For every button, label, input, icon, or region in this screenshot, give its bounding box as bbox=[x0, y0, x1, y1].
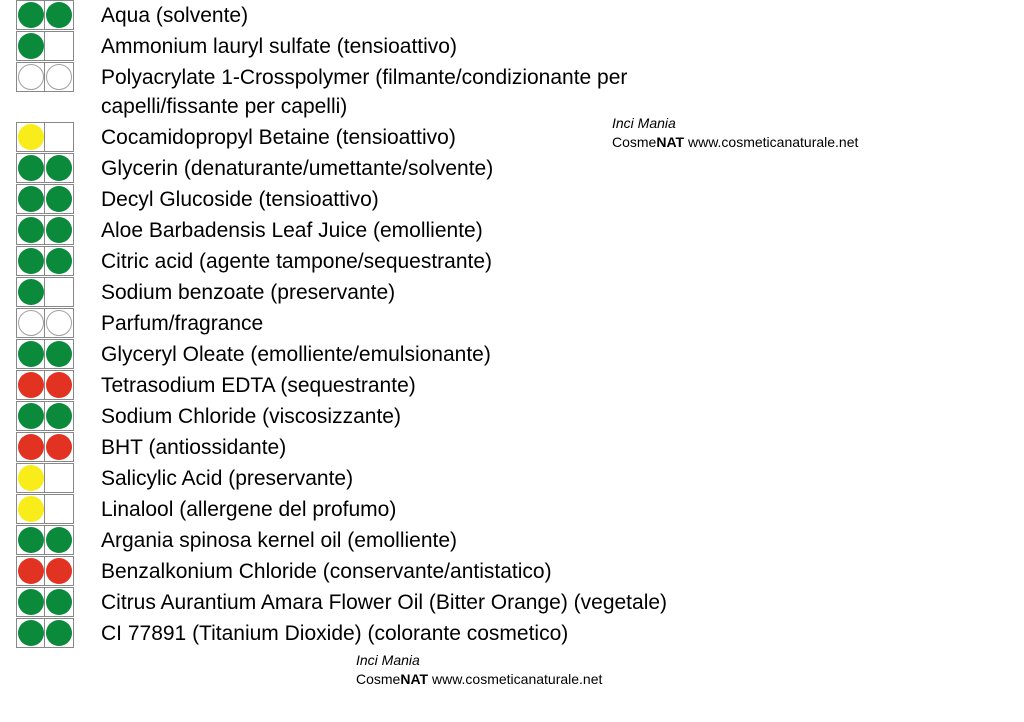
unrated-circle-icon bbox=[18, 64, 44, 90]
yellow-circle-icon bbox=[18, 465, 44, 491]
ingredient-label: Decyl Glucoside (tensioattivo) bbox=[101, 188, 379, 211]
rating-cell bbox=[45, 216, 73, 244]
ingredient-label: Salicylic Acid (preservante) bbox=[101, 467, 354, 490]
yellow-circle-icon bbox=[18, 124, 44, 150]
ingredient-label: Tetrasodium EDTA (sequestrante) bbox=[101, 374, 416, 397]
rating-cell bbox=[17, 588, 45, 616]
green-circle-icon bbox=[46, 155, 72, 181]
ingredient-label: Sodium benzoate (preservante) bbox=[101, 281, 396, 304]
rating-cell bbox=[17, 526, 45, 554]
rating-row bbox=[16, 246, 74, 276]
ingredient-label: Linalool (allergene del profumo) bbox=[101, 498, 397, 521]
rating-row bbox=[16, 494, 74, 524]
rating-cell bbox=[17, 154, 45, 182]
rating-row bbox=[16, 62, 74, 92]
ingredient-label: Aqua (solvente) bbox=[101, 4, 249, 27]
green-circle-icon bbox=[46, 589, 72, 615]
red-circle-icon bbox=[18, 434, 44, 460]
green-circle-icon bbox=[46, 620, 72, 646]
brand-bold: NAT bbox=[656, 134, 685, 150]
ingredient-label: Glyceryl Oleate (emolliente/emulsionante) bbox=[101, 343, 491, 366]
rating-cell bbox=[45, 340, 73, 368]
ingredient-label-continued: capelli/fissante per capelli) bbox=[101, 95, 348, 118]
rating-cell bbox=[17, 340, 45, 368]
green-circle-icon bbox=[46, 217, 72, 243]
green-circle-icon bbox=[18, 620, 44, 646]
rating-cell bbox=[45, 371, 73, 399]
ingredient-label: Ammonium lauryl sulfate (tensioattivo) bbox=[101, 35, 457, 58]
green-circle-icon bbox=[46, 2, 72, 28]
unrated-circle-icon bbox=[46, 64, 72, 90]
ingredient-label: Glycerin (denaturante/umettante/solvente) bbox=[101, 157, 494, 180]
brand-bold: NAT bbox=[400, 671, 429, 687]
rating-cell bbox=[17, 32, 45, 60]
rating-row bbox=[16, 618, 74, 648]
rating-cell bbox=[17, 402, 45, 430]
green-circle-icon bbox=[18, 2, 44, 28]
rating-row bbox=[16, 587, 74, 617]
rating-row bbox=[16, 525, 74, 555]
unrated-circle-icon bbox=[18, 310, 44, 336]
watermark-url: www.cosmeticanaturale.net bbox=[428, 671, 603, 687]
rating-cell bbox=[45, 278, 73, 306]
rating-row bbox=[16, 370, 74, 400]
rating-row bbox=[16, 463, 74, 493]
brand-prefix: Cosme bbox=[356, 671, 401, 687]
rating-cell bbox=[45, 433, 73, 461]
ingredient-label: Aloe Barbadensis Leaf Juice (emolliente) bbox=[101, 219, 483, 242]
ingredient-label: CI 77891 (Titanium Dioxide) (colorante cosmetico) bbox=[101, 622, 569, 645]
rating-row bbox=[16, 215, 74, 245]
green-circle-icon bbox=[18, 403, 44, 429]
ingredient-label: Citric acid (agente tampone/sequestrante) bbox=[101, 250, 493, 273]
rating-cell bbox=[17, 433, 45, 461]
rating-cell bbox=[17, 371, 45, 399]
rating-cell bbox=[17, 619, 45, 647]
yellow-circle-icon bbox=[18, 496, 44, 522]
rating-cell bbox=[45, 247, 73, 275]
ingredient-label: Argania spinosa kernel oil (emolliente) bbox=[101, 529, 458, 552]
watermark-top bbox=[612, 114, 858, 152]
rating-cell bbox=[17, 247, 45, 275]
rating-cell bbox=[45, 1, 73, 29]
green-circle-icon bbox=[18, 341, 44, 367]
rating-cell bbox=[17, 278, 45, 306]
rating-cell bbox=[17, 216, 45, 244]
rating-row bbox=[16, 432, 74, 462]
green-circle-icon bbox=[18, 279, 44, 305]
green-circle-icon bbox=[18, 186, 44, 212]
rating-row bbox=[16, 401, 74, 431]
red-circle-icon bbox=[18, 558, 44, 584]
rating-row bbox=[16, 308, 74, 338]
rating-row bbox=[16, 122, 74, 152]
ingredient-label: Polyacrylate 1-Crosspolymer (filmante/condizionante per bbox=[101, 66, 628, 89]
green-circle-icon bbox=[18, 33, 44, 59]
rating-row bbox=[16, 31, 74, 61]
ingredient-label: Benzalkonium Chloride (conservante/antistatico) bbox=[101, 560, 552, 583]
green-circle-icon bbox=[18, 217, 44, 243]
rating-cell bbox=[17, 63, 45, 91]
green-circle-icon bbox=[46, 403, 72, 429]
ingredient-label: Cocamidopropyl Betaine (tensioattivo) bbox=[101, 126, 456, 149]
rating-cell bbox=[17, 185, 45, 213]
watermark-title: Inci Mania bbox=[612, 115, 676, 131]
rating-cell bbox=[45, 557, 73, 585]
ingredient-label: Citrus Aurantium Amara Flower Oil (Bitter Orange) (vegetale) bbox=[101, 591, 668, 614]
brand-prefix: Cosme bbox=[612, 134, 657, 150]
green-circle-icon bbox=[46, 527, 72, 553]
watermark-url: www.cosmeticanaturale.net bbox=[684, 134, 859, 150]
rating-cell bbox=[45, 123, 73, 151]
rating-cell bbox=[45, 154, 73, 182]
rating-row bbox=[16, 556, 74, 586]
red-circle-icon bbox=[18, 372, 44, 398]
green-circle-icon bbox=[46, 341, 72, 367]
rating-cell bbox=[45, 32, 73, 60]
ingredient-label: Parfum/fragrance bbox=[101, 312, 264, 335]
rating-cell bbox=[45, 619, 73, 647]
rating-cell bbox=[17, 557, 45, 585]
ingredient-label: Sodium Chloride (viscosizzante) bbox=[101, 405, 401, 428]
rating-row bbox=[16, 339, 74, 369]
green-circle-icon bbox=[46, 248, 72, 274]
rating-row bbox=[16, 277, 74, 307]
rating-cell bbox=[45, 588, 73, 616]
ingredient-label: BHT (antiossidante) bbox=[101, 436, 287, 459]
rating-row bbox=[16, 184, 74, 214]
watermark-bottom bbox=[356, 651, 602, 689]
watermark-brand bbox=[356, 670, 602, 689]
red-circle-icon bbox=[46, 372, 72, 398]
green-circle-icon bbox=[18, 589, 44, 615]
watermark-title: Inci Mania bbox=[356, 652, 420, 668]
rating-cell bbox=[17, 309, 45, 337]
rating-cell bbox=[45, 185, 73, 213]
rating-cell bbox=[17, 495, 45, 523]
rating-cell bbox=[45, 402, 73, 430]
green-circle-icon bbox=[18, 155, 44, 181]
rating-row bbox=[16, 153, 74, 183]
green-circle-icon bbox=[46, 186, 72, 212]
rating-cell bbox=[45, 495, 73, 523]
green-circle-icon bbox=[18, 248, 44, 274]
unrated-circle-icon bbox=[46, 310, 72, 336]
rating-cell bbox=[45, 526, 73, 554]
red-circle-icon bbox=[46, 558, 72, 584]
red-circle-icon bbox=[46, 434, 72, 460]
rating-cell bbox=[45, 464, 73, 492]
watermark-brand bbox=[612, 133, 858, 152]
green-circle-icon bbox=[18, 527, 44, 553]
rating-cell bbox=[45, 63, 73, 91]
rating-cell bbox=[45, 309, 73, 337]
rating-row bbox=[16, 0, 74, 30]
rating-cell bbox=[17, 464, 45, 492]
rating-cell bbox=[17, 123, 45, 151]
rating-cell bbox=[17, 1, 45, 29]
